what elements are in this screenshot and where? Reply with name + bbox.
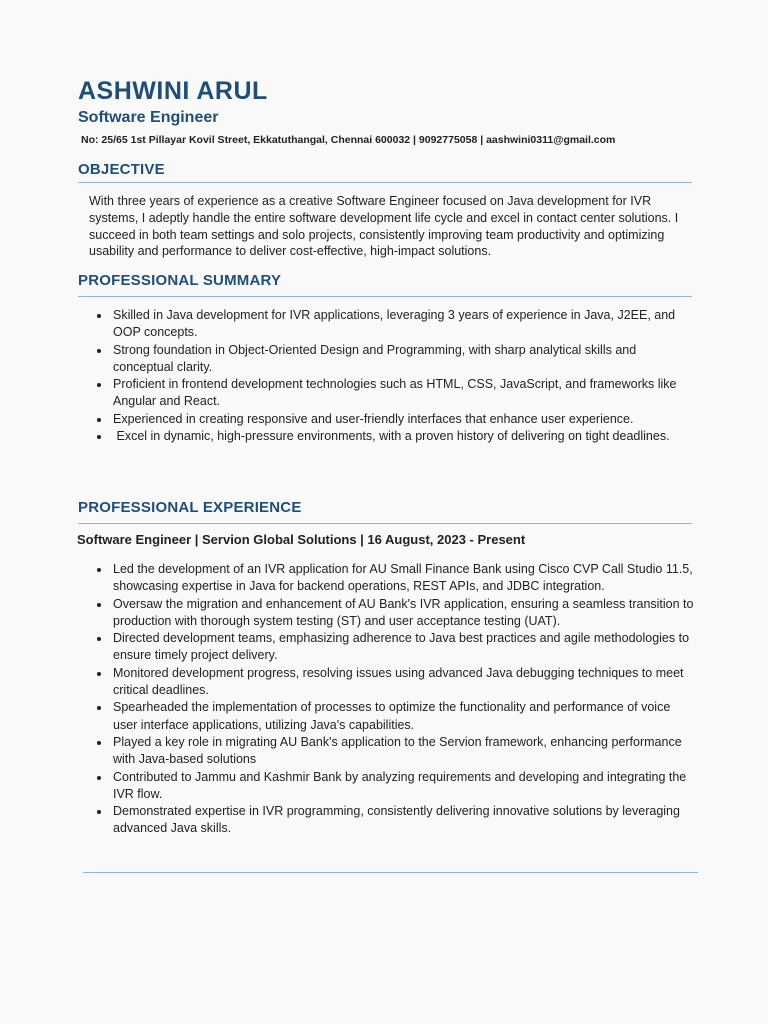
list-item-text: Monitored development progress, resolving issues using advanced Java debugging techniques to meet critical deadlines. xyxy=(113,665,684,698)
bullet-icon xyxy=(97,568,101,572)
list-item xyxy=(95,630,695,665)
bullet-icon xyxy=(97,706,101,710)
closing-divider xyxy=(83,872,698,873)
list-item xyxy=(95,596,695,631)
summary-divider xyxy=(78,296,692,297)
bullet-icon xyxy=(97,383,101,387)
objective-text: With three years of experience as a creative Software Engineer focused on Java development for IVR systems, I adeptly handle the entire software development life cycle and excel in contact center solutions. I succeed in both team settings and solo projects, consistently improving team productivity and optimizing usability and performance to deliver cost-effective, high-impact solutions. xyxy=(89,194,679,259)
list-item-text: Led the development of an IVR application for AU Small Finance Bank using Cisco CVP Call Studio 11.5, showcasing expertise in Java for backend operations, REST APIs, and JDBC integration. xyxy=(113,562,693,594)
list-item-text: Excel in dynamic, high-pressure environments, with a proven history of delivering on tight deadlines. xyxy=(113,429,670,444)
bullet-icon xyxy=(97,741,101,745)
experience-heading: PROFESSIONAL EXPERIENCE xyxy=(78,499,302,516)
list-item-text: Demonstrated expertise in IVR programming, consistently delivering innovative solutions by leveraging advanced Java skills. xyxy=(113,804,680,836)
bullet-icon xyxy=(97,435,101,439)
list-item-text: Proficient in frontend development technologies such as HTML, CSS, JavaScript, and frameworks like Angular and React. xyxy=(113,377,677,409)
bullet-icon xyxy=(97,349,101,353)
bullet-icon xyxy=(97,776,101,780)
list-item-text: Contributed to Jammu and Kashmir Bank by analyzing requirements and developing and integrating the IVR flow. xyxy=(113,769,687,801)
bullet-icon xyxy=(97,637,101,641)
experience-divider xyxy=(78,523,692,524)
list-item xyxy=(95,376,695,411)
list-item-text: Experienced in creating responsive and user-friendly interfaces that enhance user experience. xyxy=(113,411,634,426)
candidate-name: ASHWINI ARUL xyxy=(78,77,268,105)
experience-list xyxy=(95,561,695,838)
summary-list xyxy=(95,307,695,445)
list-item-text: Directed development teams, emphasizing adherence to Java best practices and agile methodologies to ensure timely project delivery. xyxy=(113,631,690,663)
bullet-icon xyxy=(97,810,101,814)
list-item xyxy=(95,769,695,804)
list-item xyxy=(95,342,695,377)
list-item xyxy=(95,428,695,445)
bullet-icon xyxy=(97,418,101,422)
list-item xyxy=(95,411,695,428)
list-item xyxy=(95,561,695,596)
list-item xyxy=(95,734,695,769)
list-item-text: Played a key role in migrating AU Bank's application to the Servion framework, enhancing performance with Java-based solutions xyxy=(113,734,682,767)
bullet-icon xyxy=(97,603,101,607)
list-item xyxy=(95,699,695,734)
job-title: Software Engineer | Servion Global Solutions | 16 August, 2023 - Present xyxy=(77,532,526,547)
contact-line: No: 25/65 1st Pillayar Kovil Street, Ekkatuthangal, Chennai 600032 | 9092775058 | aashwini0311@gmail.com xyxy=(81,134,616,146)
list-item xyxy=(95,665,695,700)
bullet-icon xyxy=(97,314,101,318)
bullet-icon xyxy=(97,672,101,676)
list-item xyxy=(95,307,695,342)
list-item-text: Oversaw the migration and enhancement of AU Bank's IVR application, ensuring a seamless transition to production with thorough system testing (ST) and user acceptance testing (UAT). xyxy=(113,596,694,628)
list-item-text: Skilled in Java development for IVR applications, leveraging 3 years of experience in Java, J2EE, and OOP concepts. xyxy=(113,308,676,340)
objective-divider xyxy=(78,182,692,183)
summary-heading: PROFESSIONAL SUMMARY xyxy=(78,272,282,289)
list-item xyxy=(95,803,695,838)
list-item-text: Strong foundation in Object-Oriented Design and Programming, with sharp analytical skills and conceptual clarity. xyxy=(113,342,637,374)
list-item-text: Spearheaded the implementation of processes to optimize the functionality and performance of voice user interface applications, utilizing Java's capabilities. xyxy=(113,700,671,732)
objective-heading: OBJECTIVE xyxy=(78,161,165,178)
candidate-role: Software Engineer xyxy=(78,109,219,126)
